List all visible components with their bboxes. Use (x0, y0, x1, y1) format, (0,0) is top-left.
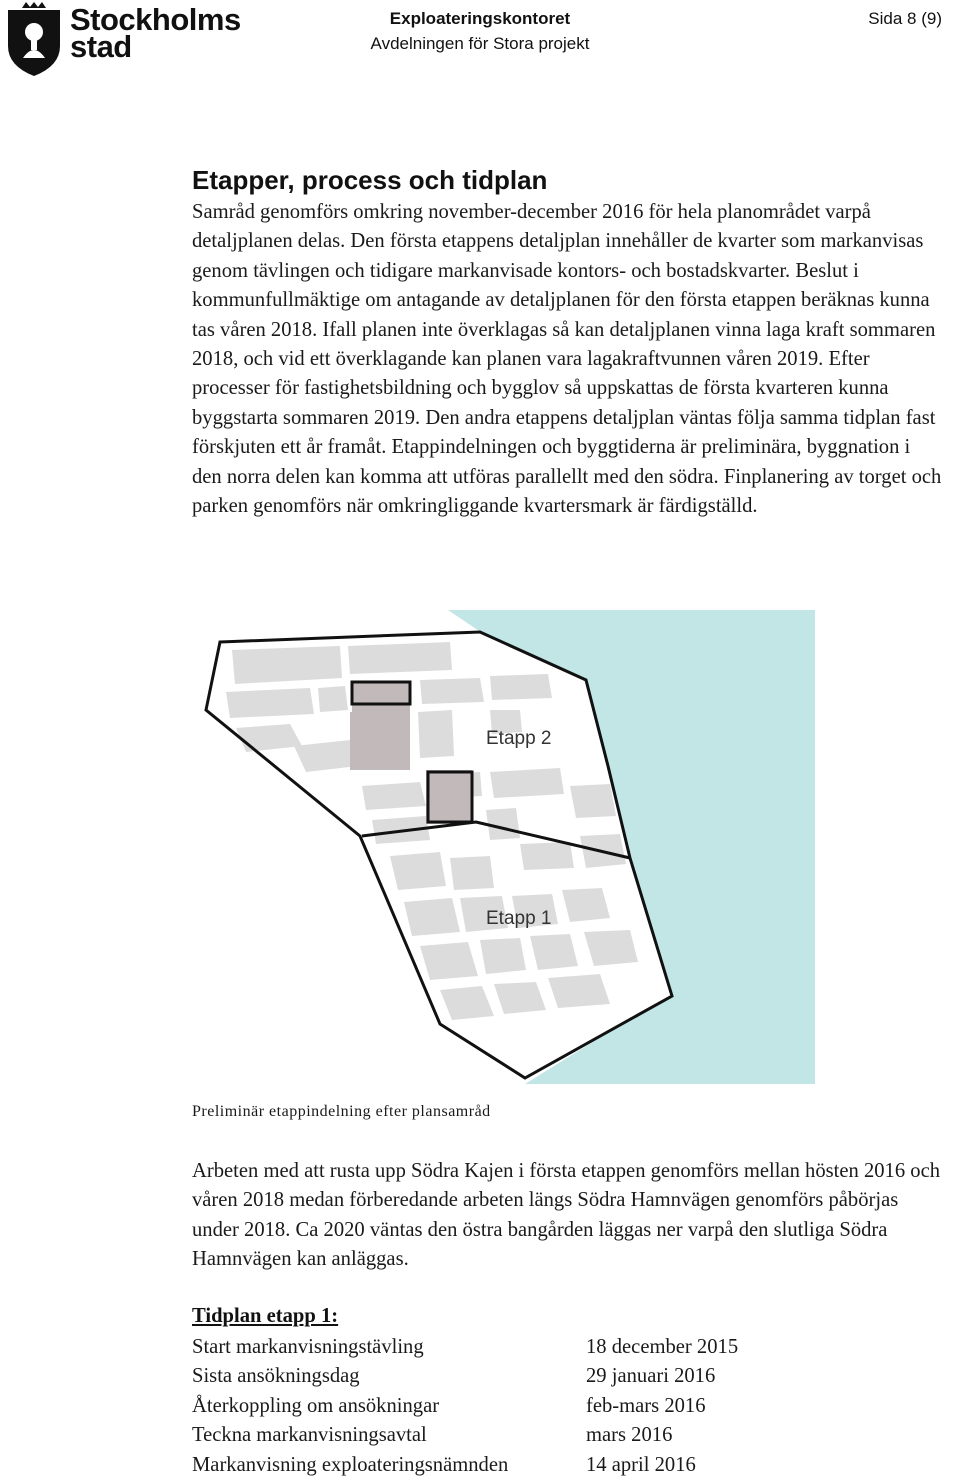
logo-line-1: Stockholms (70, 2, 241, 37)
schedule-label: Sista ansökningsdag (192, 1365, 360, 1388)
stage-map (190, 606, 815, 1084)
schedule-date: 14 april 2016 (586, 1453, 696, 1476)
schedule-date: 29 januari 2016 (586, 1365, 716, 1388)
schedule-label: Återkoppling om ansökningar (192, 1394, 440, 1417)
schedule-date: feb-mars 2016 (586, 1394, 706, 1417)
paragraph-process: Samråd genomförs omkring november-december 2016 för hela planområdet varpå detaljplanen delas. Den första etappens detaljplan innehåller de kvarter som markanvisas genom tävlingen och tidigare markanvisade kontors- och bostadskvarter. Beslut i kommunfullmäktige om antagande av detaljplanen för den första etappen beräknas kunna tas våren 2018. Ifall planen inte överklagas så kan detaljplanen vinna laga kraft sommaren 2018, och vid ett överklagande kan planen vara lagakraftvunnen våren 2019. Efter processer för fastighetsbildning och bygglov så uppskattas de första kvarteren kunna byggstarta sommaren 2019. Den andra etappens detaljplan väntas följa samma tidplan fast förskjuten ett år framåt. Etappindelningen och byggtiderna är preliminära, byggnation i den norra delen kan komma att utföras parallellt med den södra. Finplanering av torget och parken genomförs när omkringliggande kvartersmark är färdigställd. (192, 201, 942, 518)
page-number: Sida 8 (9) (868, 9, 942, 28)
schedule-title: Tidplan etapp 1: (192, 1305, 339, 1327)
schedule-row (192, 1362, 892, 1391)
paragraph-works: Arbeten med att rusta upp Södra Kajen i första etappen genomförs mellan hösten 2016 och våren 2018 medan förberedande arbeten längs Södra Hamnvägen genomförs påbörjas under 2018. Ca 2020 väntas den östra bangården läggas ner varpå den slutliga Södra Hamnvägen kan anläggas. (192, 1160, 941, 1271)
department-name: Exploateringskontoret (389, 9, 571, 28)
section-title: Etapper, process och tidplan (192, 165, 548, 195)
schedule-label: Start markanvisningstävling (192, 1336, 424, 1358)
schedule-date: 18 december 2015 (586, 1336, 739, 1358)
label-etapp-1: Etapp 1 (486, 908, 552, 929)
schedule-row (192, 1421, 892, 1450)
map-caption: Preliminär etappindelning efter plansamråd (192, 1103, 491, 1120)
schedule-row (192, 1392, 892, 1421)
schedule-row (192, 1451, 892, 1480)
logo-line-2: stad (70, 29, 132, 64)
division-name: Avdelningen för Stora projekt (370, 34, 590, 53)
schedule-table (192, 1333, 892, 1480)
label-etapp-2: Etapp 2 (486, 728, 552, 749)
schedule-row (192, 1333, 892, 1362)
schedule-label: Teckna markanvisningsavtal (192, 1424, 427, 1447)
schedule-label: Markanvisning exploateringsnämnden (192, 1453, 509, 1476)
schedule-date: mars 2016 (586, 1424, 673, 1447)
